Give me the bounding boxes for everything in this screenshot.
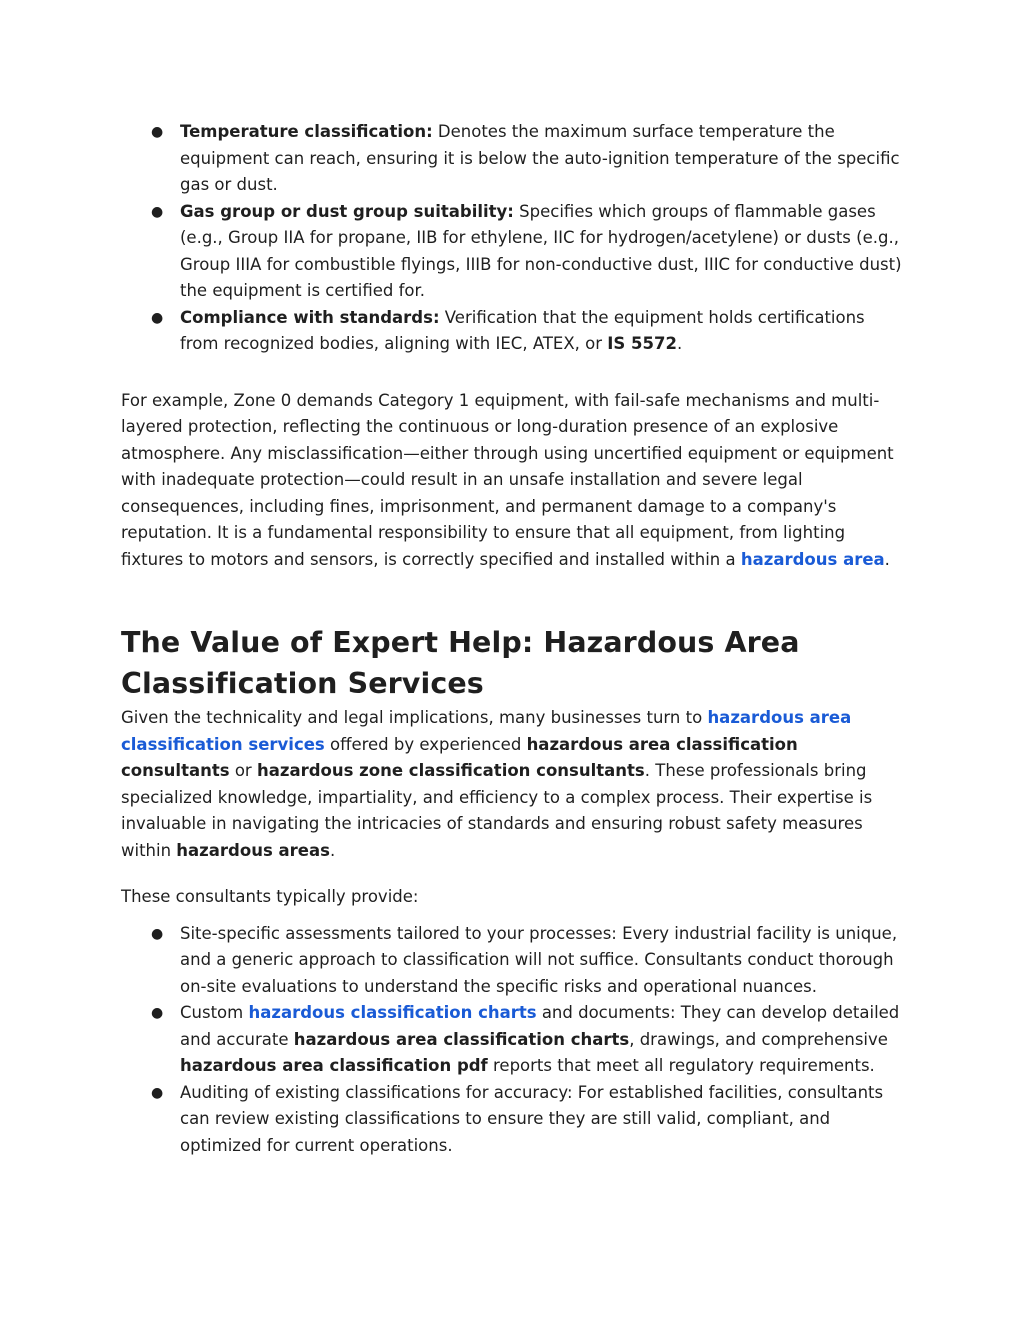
equipment-criteria-list <box>121 119 906 358</box>
list-item-term: Temperature classification: <box>180 122 433 141</box>
bold-term: hazardous area classification pdf <box>180 1056 488 1075</box>
paragraph-text: . These professionals bring specialized knowledge, impartiality, and efficiency to a complex process. Their expertise is invaluable in navigating the intricacies of standards and ensuring robust safety measures within <box>121 761 873 860</box>
paragraph-text: For example, Zone 0 demands Category 1 equipment, with fail-safe mechanisms and multi-layered protection, reflecting the continuous or long-duration presence of an explosive atmosphere. Any misclassification—either through using uncertified equipment or equipment with inadequate protection—could result in an unsafe installation and severe legal consequences, including fines, imprisonment, and permanent damage to a company's reputation. It is a fundamental responsibility to ensure that all equipment, from lighting fixtures to motors and sensors, is correctly specified and installed within a <box>121 390 894 569</box>
list-item-text: Specifies which groups of flammable gases (e.g., Group IIA for propane, IIB for ethylene, IIC for hydrogen/acetylene) or dusts (e.g., Group IIIA for combustible flyings, IIIB for non-conductive dust, IIIC for conductive dust) the equipment is certified for. <box>180 201 902 300</box>
list-item <box>121 199 906 305</box>
punctuation: . <box>676 334 683 353</box>
bullet-icon: ● <box>151 1084 164 1101</box>
bold-term: hazardous area classification consultants <box>121 734 798 780</box>
punctuation: . <box>329 840 336 860</box>
bold-term: hazardous areas <box>176 840 330 860</box>
list-item-text: Denotes the maximum surface temperature the equipment can reach, ensuring it is below the auto-ignition temperature of the specific gas or dust. <box>180 122 900 194</box>
bullet-icon: ● <box>151 925 164 942</box>
list-item <box>121 1000 906 1080</box>
list-item-text: and documents: They can develop detailed and accurate <box>180 1003 900 1049</box>
list-item-text: Custom <box>180 1003 249 1022</box>
paragraph-text: offered by experienced <box>324 734 527 754</box>
list-item-text: Auditing of existing classifications for accuracy: For established facilities, consultants can review existing classifications to ensure they are still valid, compliant, and optimized for current operations. <box>180 1082 884 1155</box>
section-heading: The Value of Expert Help: Hazardous Area Classification Services <box>121 626 800 700</box>
list-item <box>121 921 906 1001</box>
classification-charts-link[interactable]: hazardous classification charts <box>248 1003 537 1022</box>
list-item-term: Gas group or dust group suitability: <box>180 201 514 221</box>
hazardous-area-link[interactable]: hazardous area <box>740 549 885 569</box>
bullet-icon: ● <box>151 124 164 140</box>
services-paragraph <box>121 705 906 864</box>
standard-name: IS 5572 <box>607 334 677 353</box>
list-item <box>121 119 906 199</box>
list-item-text: reports that meet all regulatory requirements. <box>487 1056 875 1075</box>
list-item <box>121 1080 906 1160</box>
paragraph-text: Given the technicality and legal implications, many businesses turn to <box>121 708 708 727</box>
bold-term: hazardous zone classification consultants <box>256 761 645 780</box>
list-item-text: , drawings, and comprehensive <box>629 1029 888 1049</box>
list-item <box>121 305 906 358</box>
bullet-icon: ● <box>151 1005 164 1021</box>
classification-services-link[interactable]: hazardous area classification services <box>121 708 852 754</box>
list-item-text: Site-specific assessments tailored to your processes: Every industrial facility is unique, and a generic approach to classification will not suffice. Consultants conduct thorough on-site evaluations to understand the specific risks and operational nuances. <box>180 923 898 996</box>
consultants-intro: These consultants typically provide: <box>121 887 419 906</box>
consultant-services-list <box>121 921 906 1160</box>
document-page <box>121 119 906 1159</box>
bullet-icon: ● <box>151 309 164 326</box>
bold-term: hazardous area classification charts <box>293 1029 630 1049</box>
list-item-text: Verification that the equipment holds certifications from recognized bodies, aligning with IEC, ATEX, or <box>180 307 865 353</box>
bullet-icon: ● <box>151 203 164 220</box>
zone-example-paragraph <box>121 388 906 574</box>
punctuation: . <box>884 549 890 569</box>
paragraph-text: or <box>229 761 257 780</box>
list-item-term: Compliance with standards: <box>180 307 440 327</box>
